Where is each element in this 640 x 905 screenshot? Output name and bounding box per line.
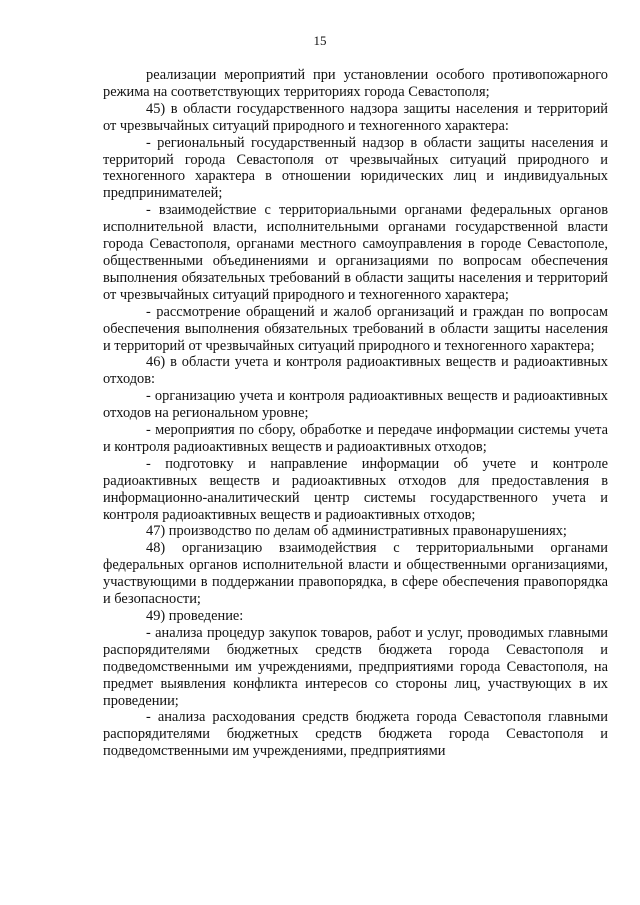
paragraph: - анализа расходования средств бюджета города Севастополя главными распорядителями бюджетных средств бюджета города Севастополя и подведомственными им учреждениями, предприятиями [103, 709, 608, 760]
paragraph: - организацию учета и контроля радиоактивных веществ и радиоактивных отходов на региональном уровне; [103, 388, 608, 422]
paragraph: 47) производство по делам об административных правонарушениях; [146, 523, 567, 540]
paragraph: 48) организацию взаимодействия с территориальными органами федеральных органов исполнительной власти и общественными организациями, участвующими в поддержании правопорядка, в сфере обеспечения правопорядка и безопасности; [103, 540, 608, 608]
paragraph: - мероприятия по сбору, обработке и передаче информации системы учета и контроля радиоактивных веществ и радиоактивных отходов; [103, 422, 608, 455]
paragraph: - взаимодействие с территориальными органами федеральных органов исполнительной власти, исполнительными органами государственной власти города Севастополя, органами местного самоуправления в городе Севастополе, общественными объединениями и организациями по вопросам обеспечения выполнения обязательных требований в области защиты населения и территорий от чрезвычайных ситуаций природного и техногенного характера; [103, 202, 608, 303]
document-body [103, 67, 608, 760]
page-number: 15 [313, 33, 327, 48]
paragraph: - подготовку и направление информации об учете и контроле радиоактивных веществ и радиоактивных отходов для предоставления в информационно-аналитический центр системы государственного учета и контроля радиоактивных веществ и радиоактивных отходов; [103, 455, 608, 523]
paragraph: 45) в области государственного надзора защиты населения и территорий от чрезвычайных ситуаций природного и техногенного характера: [103, 100, 608, 134]
paragraph: 49) проведение: [146, 608, 244, 624]
paragraph: реализации мероприятий при установлении особого противопожарного режима на соответствующих территориях города Севастополя; [103, 67, 608, 100]
paragraph: - рассмотрение обращений и жалоб организаций и граждан по вопросам обеспечения выполнения обязательных требований в области защиты населения и территорий от чрезвычайных ситуаций природного и техногенного характера; [103, 303, 608, 354]
paragraph: - анализа процедур закупок товаров, работ и услуг, проводимых главными распорядителями бюджетных средств бюджета города Севастополя и подведомственными им учреждениями, предприятиями города Севастополя, на предмет выявления конфликта интересов со стороны лиц, участвующих в их проведении; [103, 624, 608, 709]
paragraph: 46) в области учета и контроля радиоактивных веществ и радиоактивных отходов: [103, 354, 608, 388]
paragraph: - региональный государственный надзор в области защиты населения и территорий города Севастополя от чрезвычайных ситуаций природного и техногенного характера в отношении юридических лиц и индивидуальных предпринимателей; [103, 134, 608, 202]
